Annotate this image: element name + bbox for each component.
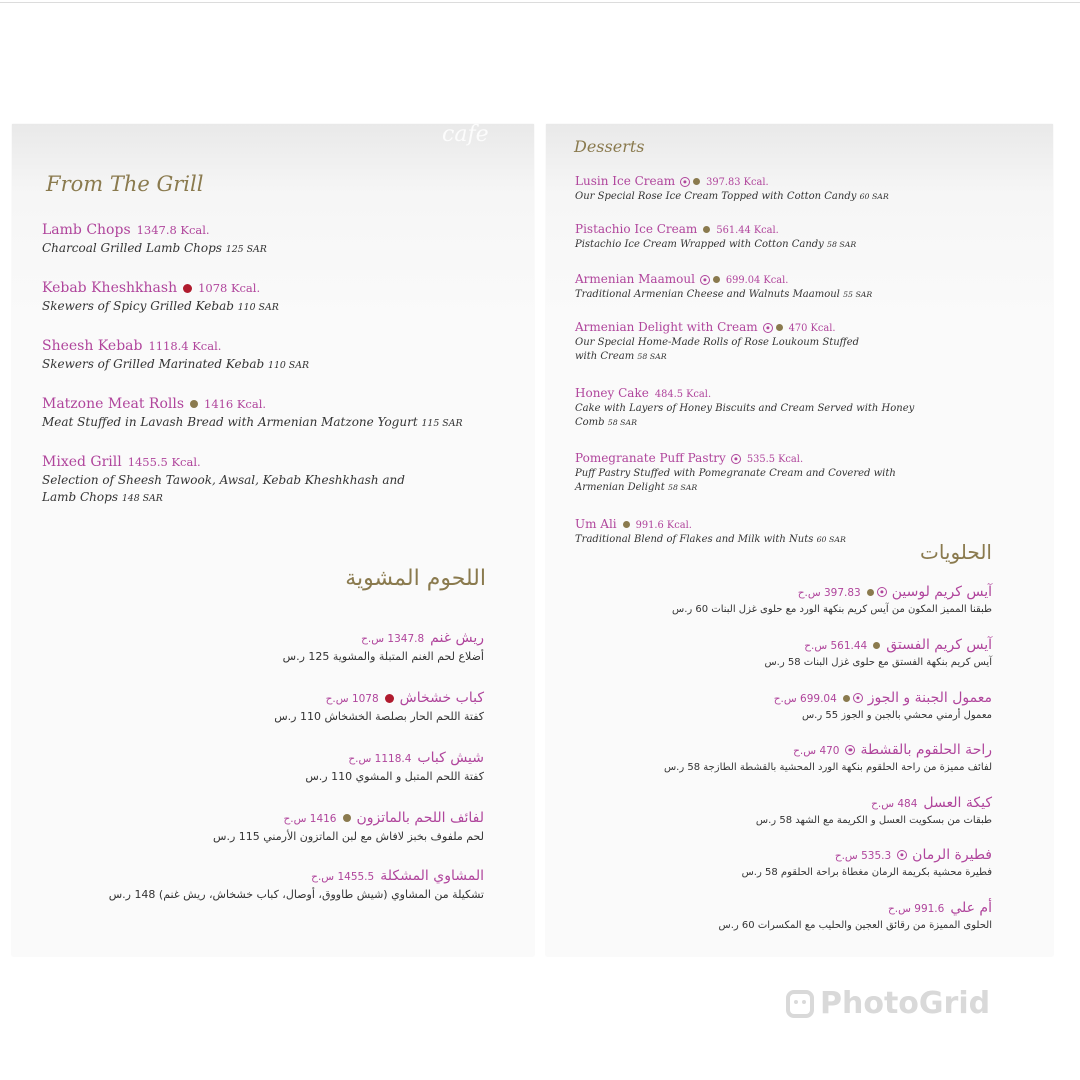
grill-item-ar	[64, 630, 484, 663]
item-desc: Puff Pastry Stuffed with Pomegranate Cream and Covered with	[575, 468, 896, 479]
item-kcal: 699.04 س.ح	[773, 693, 837, 705]
item-kcal: 484.5 Kcal.	[654, 389, 712, 400]
item-name: Honey Cake	[575, 386, 649, 400]
olive-dot-icon	[693, 178, 700, 185]
item-desc: Skewers of Grilled Marinated Kebab	[42, 357, 265, 371]
rose-icon	[853, 693, 863, 703]
dessert-item-ar	[592, 795, 992, 826]
photogrid-logo-icon	[786, 990, 814, 1018]
item-kcal: 1416 Kcal.	[204, 397, 267, 411]
grill-item-ar	[24, 868, 484, 901]
item-kcal: 484 س.ح	[871, 798, 918, 810]
dessert-item-ar	[592, 900, 992, 931]
olive-dot-icon	[873, 642, 880, 649]
spicy-dot-icon	[385, 694, 394, 703]
item-desc: طبقات من بسكويت العسل و الكريمة مع الشهد 58 ر.س	[755, 815, 992, 826]
item-name: شيش كباب	[417, 750, 484, 766]
item-price: 60 SAR	[816, 535, 846, 544]
item-desc: Traditional Armenian Cheese and Walnuts Maamoul	[575, 289, 840, 300]
item-desc: لفائف مميزة من راحة الحلقوم بنكهة الورد المحشية بالقشطة الطازجة 58 ر.س	[663, 762, 992, 773]
grill-item-en	[42, 280, 279, 313]
item-price: 58 SAR	[668, 483, 698, 492]
dessert-item-en	[575, 174, 889, 202]
item-price: 58 SAR	[637, 352, 667, 361]
watermark-text: cafe	[442, 122, 489, 147]
item-name: Sheesh Kebab	[42, 338, 143, 354]
item-price: 55 SAR	[843, 290, 873, 299]
item-kcal: 561.44 س.ح	[804, 640, 868, 652]
item-kcal: 1078 س.ح	[325, 693, 379, 705]
item-desc: معمول أرمني محشي بالجبن و الجوز 55 ر.س	[801, 710, 992, 721]
item-name: آيس كريم لوسين	[891, 584, 992, 600]
item-name: آيس كريم الفستق	[886, 637, 992, 653]
item-kcal: 1455.5 س.ح	[311, 871, 375, 883]
rose-icon	[731, 454, 741, 464]
dessert-item-en	[575, 222, 856, 250]
item-desc: Traditional Blend of Flakes and Milk with Nuts	[575, 534, 814, 545]
item-kcal: 991.6 س.ح	[887, 903, 945, 915]
olive-dot-icon	[776, 324, 783, 331]
grill-item-ar	[64, 750, 484, 783]
rose-icon	[700, 275, 710, 285]
item-kcal: 397.83 Kcal.	[706, 177, 769, 188]
item-kcal: 1118.4 Kcal.	[148, 339, 222, 353]
desserts-title-en: Desserts	[574, 137, 645, 156]
item-name: المشاوي المشكلة	[380, 868, 484, 884]
item-desc: Cake with Layers of Honey Biscuits and Cream Served with Honey	[575, 403, 915, 414]
item-desc: أضلاع لحم الغنم المتبلة والمشوية 125 ر.س	[282, 650, 484, 663]
rose-icon	[845, 745, 855, 755]
item-desc-cont: Lamb Chops	[42, 490, 118, 504]
photogrid-label: PhotoGrid	[820, 986, 991, 1021]
dessert-item-en	[575, 272, 872, 300]
item-desc: Selection of Sheesh Tawook, Awsal, Kebab Kheshkhash and	[42, 473, 405, 487]
item-name: معمول الجبنة و الجوز	[867, 690, 992, 706]
rose-icon	[877, 587, 887, 597]
item-name: ريش غنم	[430, 630, 484, 646]
dessert-item-en	[575, 320, 859, 362]
item-kcal: 1347.8 س.ح	[361, 633, 425, 645]
photogrid-watermark	[786, 986, 990, 1021]
olive-dot-icon	[623, 521, 630, 528]
item-name: Pistachio Ice Cream	[575, 222, 698, 236]
item-kcal: 535.3 س.ح	[834, 850, 892, 862]
dessert-item-ar	[592, 742, 992, 773]
grill-title-ar: اللحوم المشوية	[345, 566, 486, 591]
item-name: كيكة العسل	[923, 795, 992, 811]
item-name: Lusin Ice Cream	[575, 174, 676, 188]
item-kcal: 470 س.ح	[793, 745, 840, 757]
dessert-item-ar	[592, 584, 992, 615]
rose-icon	[680, 177, 690, 187]
dessert-item-en	[575, 517, 846, 545]
item-name: فطيرة الرمان	[912, 847, 992, 863]
item-price: 125 SAR	[225, 244, 267, 255]
item-kcal: 1416 س.ح	[283, 813, 337, 825]
item-name: أم علي	[950, 900, 992, 916]
item-kcal: 561.44 Kcal.	[716, 225, 779, 236]
dessert-item-ar	[592, 690, 992, 721]
item-name: Um Ali	[575, 517, 617, 531]
item-kcal: 699.04 Kcal.	[725, 275, 789, 286]
olive-dot-icon	[703, 226, 710, 233]
olive-dot-icon	[867, 589, 874, 596]
item-desc: كفتة اللحم المتبل و المشوي 110 ر.س	[305, 770, 484, 783]
item-desc: الحلوى المميزة من رقائق العجين والحليب مع المكسرات 60 ر.س	[718, 920, 992, 931]
rose-icon	[897, 850, 907, 860]
item-desc-cont: Comb	[575, 417, 605, 428]
item-price: 58 SAR	[827, 240, 857, 249]
grill-item-en	[42, 396, 462, 429]
dessert-item-ar	[592, 847, 992, 878]
item-price: 58 SAR	[607, 418, 637, 427]
item-desc: لحم ملفوف بخبز لافاش مع لبن الماتزون الأرمني 115 ر.س	[213, 830, 484, 843]
item-kcal: 1347.8 Kcal.	[136, 223, 210, 237]
dessert-item-ar	[592, 637, 992, 668]
item-price: 110 SAR	[237, 302, 279, 313]
item-desc: Our Special Home-Made Rolls of Rose Loukoum Stuffed	[575, 337, 860, 348]
item-price: 115 SAR	[421, 418, 463, 429]
item-price: 148 SAR	[121, 493, 163, 504]
rose-icon	[763, 323, 773, 333]
item-desc: طبقنا المميز المكون من آيس كريم بنكهة الورد مع حلوى غزل البنات 60 ر.س	[671, 604, 992, 615]
item-desc: Charcoal Grilled Lamb Chops	[42, 241, 222, 255]
item-name: Lamb Chops	[42, 222, 131, 238]
item-desc-cont: Armenian Delight	[575, 482, 665, 493]
item-kcal: 470 Kcal.	[788, 323, 836, 334]
item-kcal: 1455.5 Kcal.	[127, 455, 201, 469]
desserts-title-ar: الحلويات	[919, 540, 992, 564]
item-name: راحة الحلقوم بالقشطة	[860, 742, 992, 758]
grill-title-en: From The Grill	[46, 172, 204, 196]
top-divider	[0, 2, 1080, 3]
item-name: كباب خشخاش	[399, 690, 484, 706]
item-name: Armenian Maamoul	[575, 272, 695, 286]
item-desc: Pistachio Ice Cream Wrapped with Cotton Candy	[575, 239, 824, 250]
grill-item-en	[42, 222, 267, 255]
item-name: Kebab Kheshkhash	[42, 280, 178, 296]
grill-item-en	[42, 338, 309, 371]
item-desc: Our Special Rose Ice Cream Topped with Cotton Candy	[575, 191, 857, 202]
item-kcal: 991.6 Kcal.	[635, 520, 692, 531]
item-name: Armenian Delight with Cream	[575, 320, 758, 334]
item-desc: كفتة اللحم الحار بصلصة الخشخاش 110 ر.س	[274, 710, 484, 723]
item-desc: آيس كريم بنكهة الفستق مع حلوى غزل البنات 58 ر.س	[764, 657, 992, 668]
item-desc: تشكيلة من المشاوي (شيش طاووق، أوصال، كباب خشخاش، ريش غنم) 148 ر.س	[108, 888, 484, 901]
spicy-dot-icon	[183, 284, 192, 293]
item-name: لفائف اللحم بالماتزون	[356, 810, 484, 826]
olive-dot-icon	[843, 695, 850, 702]
item-name: Matzone Meat Rolls	[42, 396, 185, 412]
item-kcal: 1118.4 س.ح	[348, 753, 412, 765]
item-desc: فطيرة محشية بكريمة الرمان مغطاة براحة الحلقوم 58 ر.س	[741, 867, 992, 878]
item-desc-cont: with Cream	[575, 351, 635, 362]
item-kcal: 397.83 س.ح	[797, 587, 861, 599]
olive-dot-icon	[713, 276, 720, 283]
olive-dot-icon	[190, 400, 198, 408]
item-desc: Meat Stuffed in Lavash Bread with Armenian Matzone Yogurt	[42, 415, 418, 429]
dessert-item-en	[575, 386, 914, 428]
item-name: Pomegranate Puff Pastry	[575, 451, 726, 465]
grill-item-en	[42, 454, 405, 504]
item-kcal: 1078 Kcal.	[198, 281, 261, 295]
olive-dot-icon	[343, 814, 351, 822]
item-price: 60 SAR	[859, 192, 889, 201]
item-name: Mixed Grill	[42, 454, 122, 470]
item-desc: Skewers of Spicy Grilled Kebab	[42, 299, 234, 313]
item-kcal: 535.5 Kcal.	[746, 454, 804, 465]
grill-item-ar	[64, 690, 484, 723]
dessert-item-en	[575, 451, 896, 493]
item-price: 110 SAR	[268, 360, 309, 371]
grill-item-ar	[44, 810, 484, 843]
